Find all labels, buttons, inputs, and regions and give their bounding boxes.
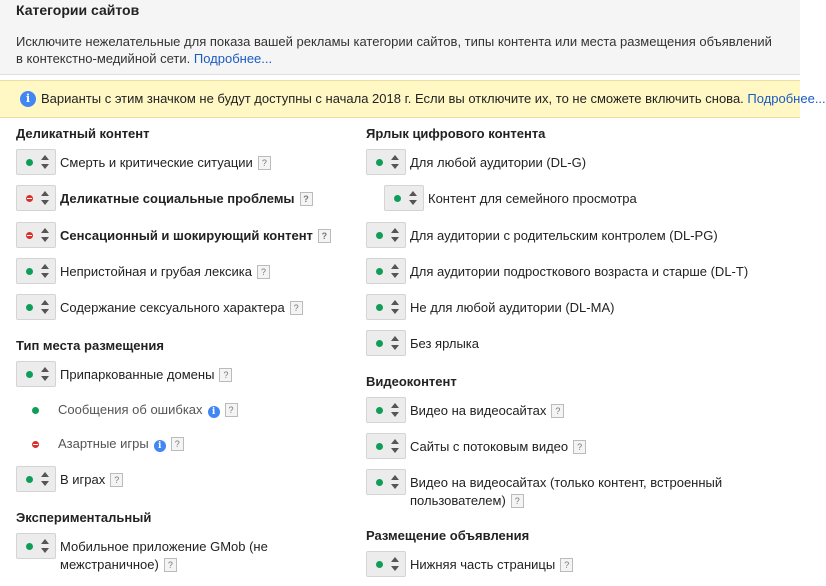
option-label: Для аудитории с родительским контролем (DL-PG) (410, 228, 718, 243)
help-icon[interactable]: ? (551, 404, 564, 418)
deprecation-notice (0, 80, 826, 118)
up-down-arrows-icon (391, 403, 399, 419)
option-label: Смерть и критические ситуации ? (60, 154, 271, 172)
enabled-dot-icon (26, 476, 33, 483)
notice-message (41, 91, 826, 106)
enabled-dot-icon (26, 304, 33, 311)
section-placement-type-title: Тип места размещения (16, 338, 164, 353)
enabled-dot-icon (376, 479, 383, 486)
up-down-arrows-icon (391, 300, 399, 316)
option-row (16, 185, 313, 211)
up-down-arrows-icon (41, 155, 49, 171)
help-icon[interactable]: ? (110, 473, 123, 487)
up-down-arrows-icon (391, 557, 399, 573)
option-label: Контент для семейного просмотра (428, 191, 637, 206)
option-label: Мобильное приложение GMob (не межстраничное) ? (60, 539, 268, 572)
up-down-arrows-icon (391, 336, 399, 352)
enabled-dot-icon (376, 443, 383, 450)
option-row (16, 258, 270, 284)
enabled-dot-icon (26, 159, 33, 166)
option-row (16, 533, 268, 574)
enabled-dot-icon (376, 407, 383, 414)
state-toggle[interactable] (366, 258, 406, 284)
option-row (16, 222, 331, 248)
option-label: Припаркованные домены ? (60, 366, 232, 384)
option-label: Без ярлыка (410, 336, 480, 351)
description-text: Исключите нежелательные для показа вашей рекламы категории сайтов, типы контента или места размещения объявлений в контекстно-медийной сети. (16, 34, 772, 66)
help-icon[interactable]: ? (164, 558, 177, 572)
excluded-dot-icon (26, 232, 33, 239)
up-down-arrows-icon (391, 439, 399, 455)
option-row (366, 258, 748, 284)
option-row (366, 330, 479, 356)
help-icon[interactable]: ? (511, 494, 524, 508)
help-icon[interactable]: ? (300, 192, 313, 206)
help-icon[interactable]: ? (258, 156, 271, 170)
enabled-dot-icon (376, 304, 383, 311)
state-toggle[interactable] (16, 185, 56, 211)
state-toggle[interactable] (366, 397, 406, 423)
section-digital-label-title: Ярлык цифрового контента (366, 126, 546, 141)
option-label: Для любой аудитории (DL-G) (410, 155, 587, 170)
up-down-arrows-icon (41, 228, 49, 244)
section-video-title: Видеоконтент (366, 374, 457, 389)
state-toggle[interactable] (366, 330, 406, 356)
option-label: Деликатные социальные проблемы ? (60, 190, 313, 208)
enabled-dot-icon (26, 543, 33, 550)
help-icon[interactable]: ? (225, 403, 238, 417)
up-down-arrows-icon (391, 264, 399, 280)
enabled-dot-icon (376, 232, 383, 239)
option-label: Видео на видеосайтах (только контент, встроенный пользователем) ? (410, 475, 723, 508)
option-row (366, 433, 586, 459)
state-toggle[interactable] (16, 361, 56, 387)
page-title: Категории сайтов (16, 2, 140, 18)
help-icon[interactable]: ? (560, 558, 573, 572)
up-down-arrows-icon (41, 191, 49, 207)
option-row (16, 294, 303, 320)
up-down-arrows-icon (391, 155, 399, 171)
section-experimental-title: Экспериментальный (16, 510, 152, 525)
state-toggle[interactable] (16, 466, 56, 492)
help-icon[interactable]: ? (219, 368, 232, 382)
up-down-arrows-icon (409, 191, 417, 207)
up-down-arrows-icon (41, 539, 49, 555)
enabled-dot-icon (26, 371, 33, 378)
option-label: Сенсационный и шокирующий контент ? (60, 227, 331, 245)
option-row (16, 466, 123, 492)
page-header (0, 0, 800, 75)
info-icon[interactable]: i (154, 440, 166, 452)
enabled-dot-icon (376, 561, 383, 568)
notice-more-link[interactable]: Подробнее... (747, 91, 826, 106)
up-down-arrows-icon (41, 300, 49, 316)
state-toggle[interactable] (16, 258, 56, 284)
section-ad-placement-title: Размещение объявления (366, 528, 530, 543)
option-row (56, 397, 238, 419)
option-row (366, 222, 718, 248)
enabled-dot-icon (26, 268, 33, 275)
help-icon[interactable]: ? (318, 229, 331, 243)
page-description (16, 33, 776, 67)
up-down-arrows-icon (41, 367, 49, 383)
help-icon[interactable]: ? (171, 437, 184, 451)
section-sensitive-title: Деликатный контент (16, 126, 150, 141)
up-down-arrows-icon (41, 472, 49, 488)
state-toggle[interactable] (366, 149, 406, 175)
notice-text: Варианты с этим значком не будут доступны с начала 2018 г. Если вы отключите их, то не сможете включить снова. (41, 91, 744, 106)
description-more-link[interactable]: Подробнее... (193, 51, 273, 66)
state-toggle[interactable] (16, 533, 56, 559)
help-icon[interactable]: ? (257, 265, 270, 279)
option-label: Содержание сексуального характера ? (60, 299, 303, 317)
excluded-dot-icon (32, 441, 39, 448)
state-toggle[interactable] (366, 294, 406, 320)
option-row (366, 469, 722, 510)
option-label: Непристойная и грубая лексика ? (60, 263, 270, 281)
enabled-dot-icon (376, 159, 383, 166)
option-label: Азартные игры i ? (58, 435, 184, 453)
help-icon[interactable]: ? (290, 301, 303, 315)
option-row (366, 149, 586, 175)
state-toggle[interactable] (366, 222, 406, 248)
state-toggle[interactable] (366, 433, 406, 459)
enabled-dot-icon (376, 340, 383, 347)
state-toggle[interactable] (366, 469, 406, 495)
excluded-dot-icon (26, 195, 33, 202)
option-label: Не для любой аудитории (DL-MA) (410, 300, 615, 315)
state-toggle[interactable] (366, 551, 406, 577)
option-label: Видео на видеосайтах ? (410, 402, 564, 420)
option-label: Для аудитории подросткового возраста и старше (DL-T) (410, 264, 749, 279)
option-row (16, 149, 271, 175)
option-row (366, 551, 573, 577)
state-toggle[interactable] (16, 149, 56, 175)
help-icon[interactable]: ? (573, 440, 586, 454)
option-label: В играх ? (60, 471, 123, 489)
option-row (384, 185, 637, 211)
state-toggle[interactable] (16, 294, 56, 320)
option-row (366, 397, 564, 423)
state-toggle[interactable] (16, 222, 56, 248)
option-row (366, 294, 614, 320)
option-row (16, 361, 232, 387)
enabled-dot-icon (394, 195, 401, 202)
option-label: Нижняя часть страницы ? (410, 556, 573, 574)
option-row (56, 431, 184, 453)
enabled-dot-icon (376, 268, 383, 275)
info-icon[interactable]: i (208, 406, 220, 418)
up-down-arrows-icon (41, 264, 49, 280)
option-label: Сайты с потоковым видео ? (410, 438, 586, 456)
up-down-arrows-icon (391, 228, 399, 244)
state-toggle[interactable] (384, 185, 424, 211)
info-icon: i (20, 91, 36, 107)
enabled-dot-icon (32, 407, 39, 414)
option-label: Сообщения об ошибках i ? (58, 401, 238, 419)
up-down-arrows-icon (391, 475, 399, 491)
